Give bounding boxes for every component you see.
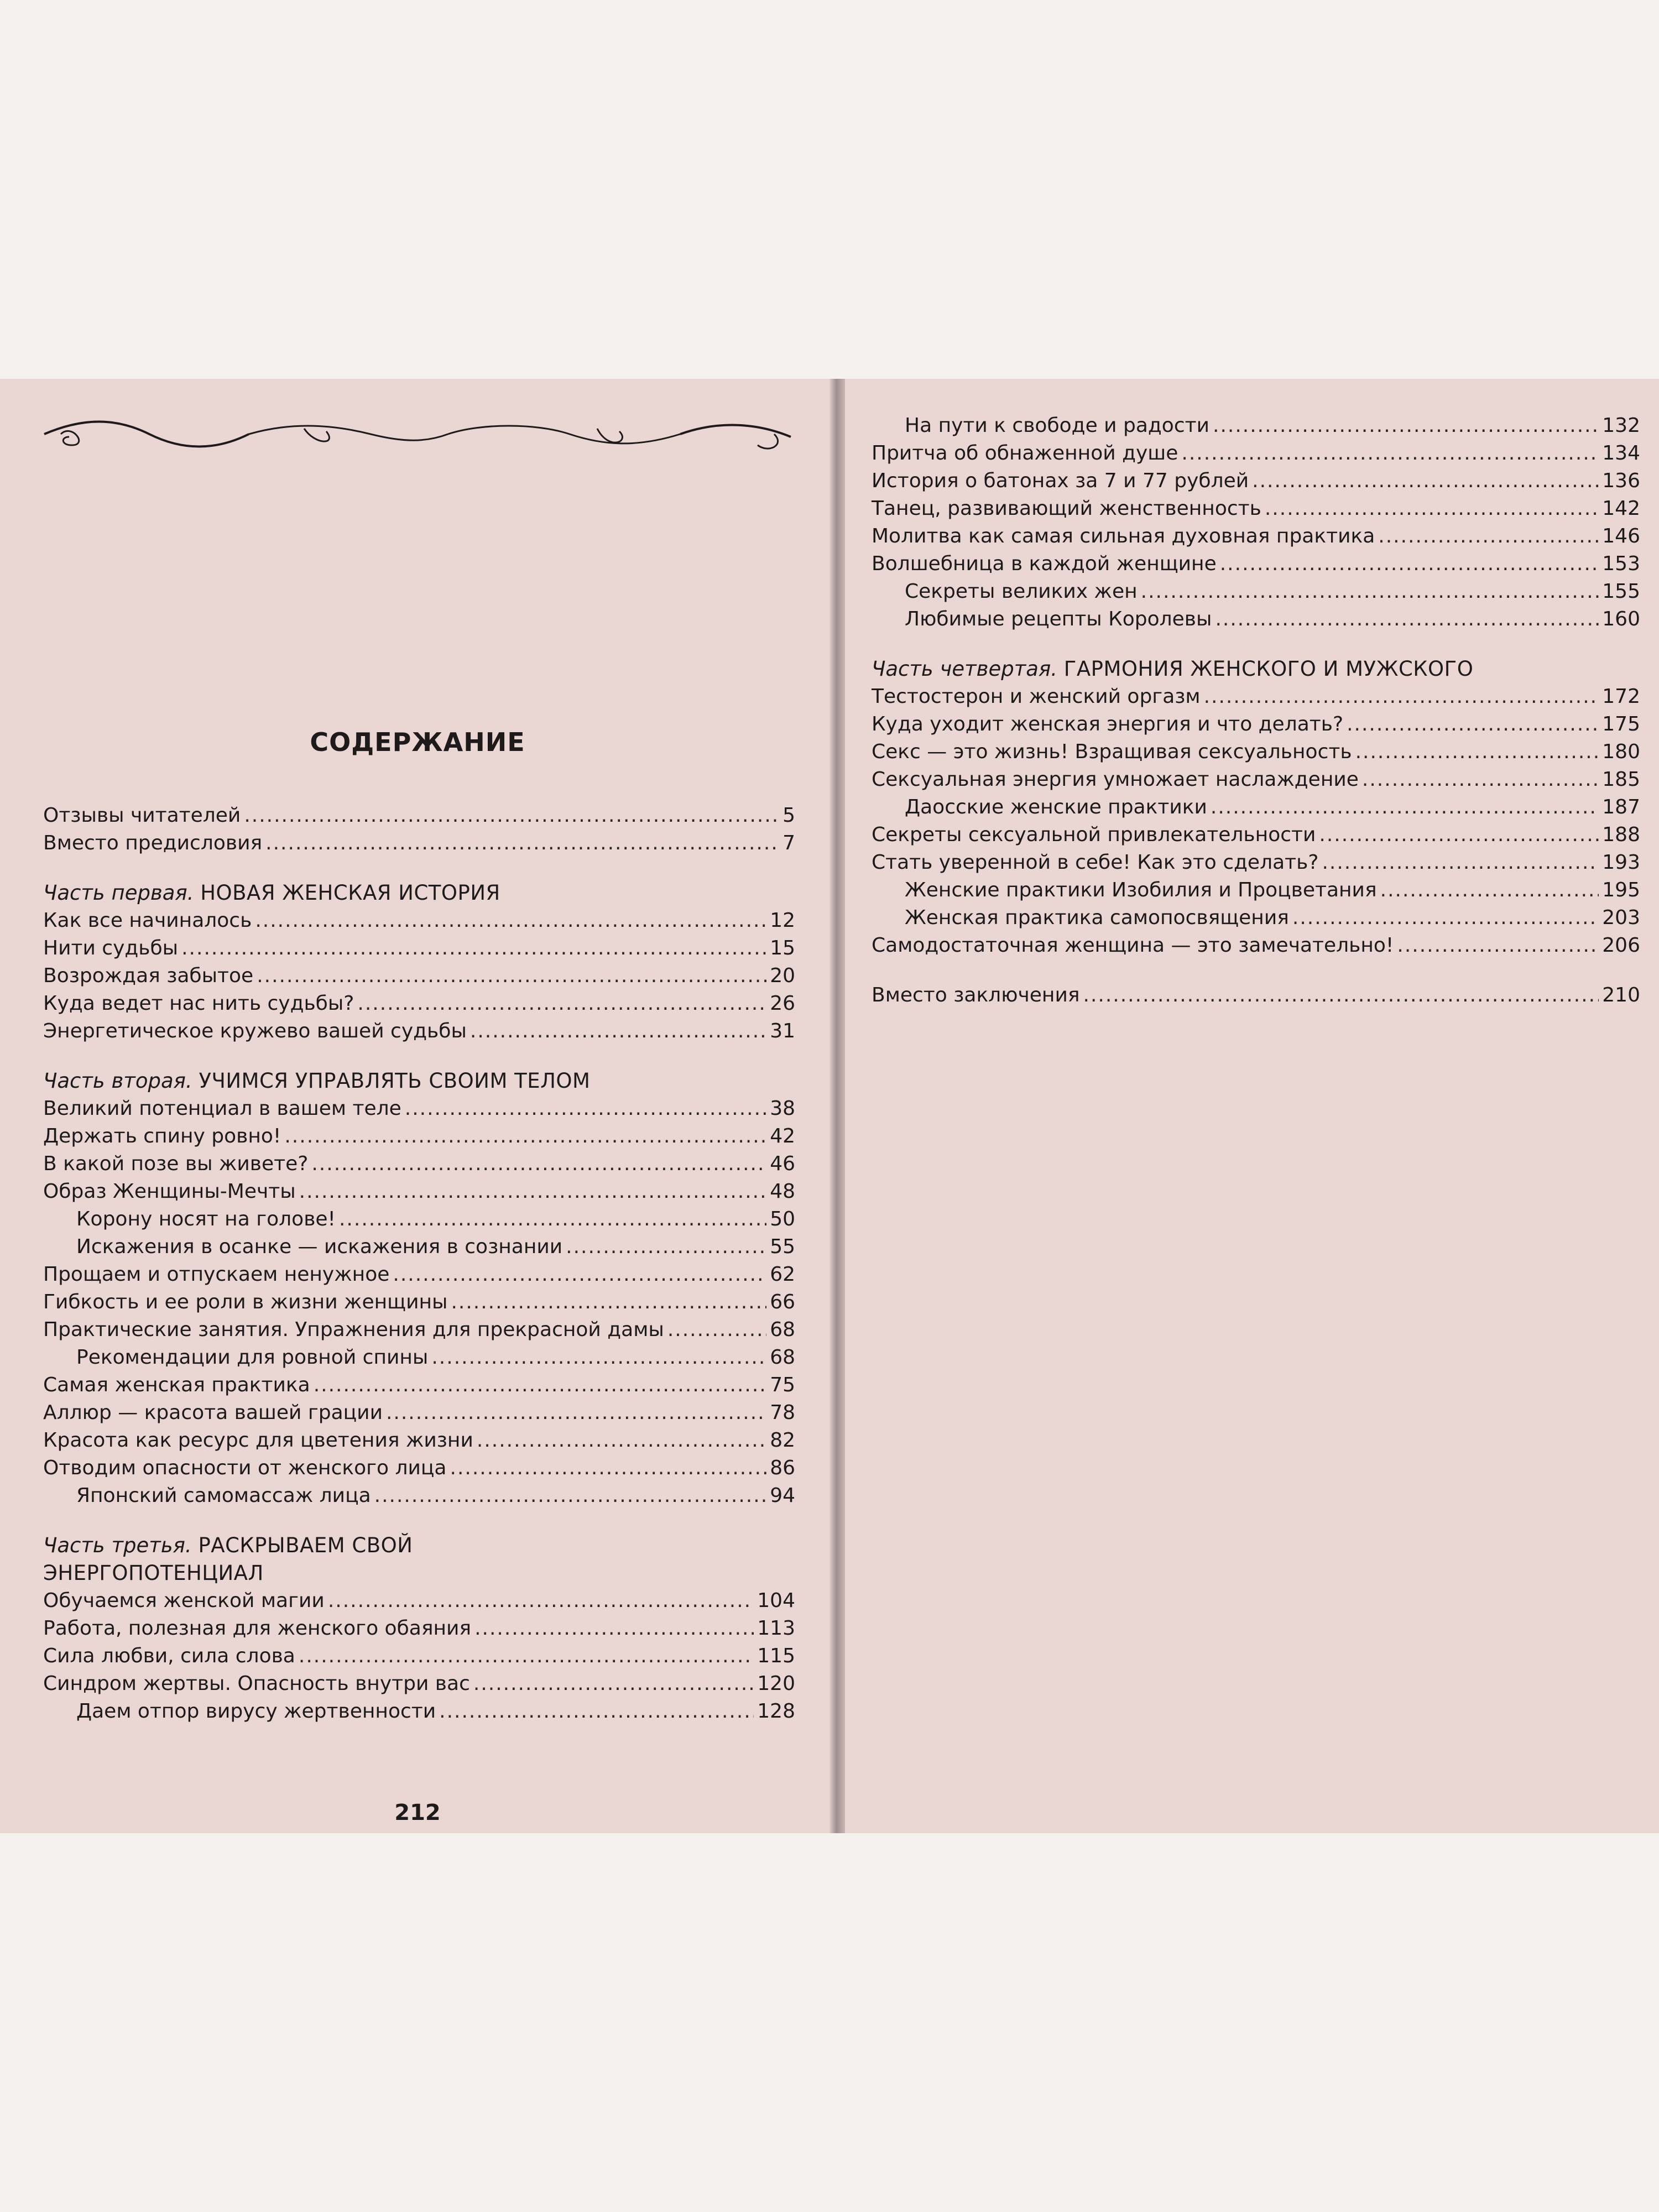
toc-entry-page: 104 — [757, 1589, 795, 1612]
toc-entry-title: Танец, развивающий женственность — [872, 497, 1261, 520]
toc-entry — [43, 1587, 795, 1615]
toc-entry-page: 94 — [770, 1484, 795, 1507]
part-title: ГАРМОНИЯ ЖЕНСКОГО И МУЖСКОГО — [1063, 657, 1474, 681]
toc-entry-page: 5 — [782, 804, 795, 827]
toc-entry-page: 42 — [770, 1125, 795, 1147]
toc-entry-title: Образ Женщины-Мечты — [43, 1180, 296, 1203]
toc-entry — [872, 932, 1640, 959]
toc-subentry — [43, 1233, 795, 1261]
toc-entry — [43, 1371, 795, 1399]
toc-entry — [872, 440, 1640, 467]
part-label: Часть первая. — [43, 881, 194, 905]
toc-entry-page: 195 — [1602, 879, 1640, 901]
toc-entry — [43, 1018, 795, 1045]
toc-entry-page: 48 — [770, 1180, 795, 1203]
toc-entry-title: Возрождая забытое — [43, 964, 254, 987]
toc-entry-title: Практические занятия. Упражнения для прекрасной дамы — [43, 1318, 664, 1341]
toc-entry — [43, 1427, 795, 1454]
toc-entry-page: 120 — [757, 1672, 795, 1695]
toc-entry-page: 46 — [770, 1152, 795, 1175]
toc-entry-title: Секреты великих жен — [905, 580, 1138, 603]
toc-entry — [43, 907, 795, 935]
toc-entry-title: Куда ведет нас нить судьбы? — [43, 992, 354, 1015]
toc-entry-title: Волшебница в каждой женщине — [872, 552, 1217, 575]
toc-entry-page: 185 — [1602, 768, 1640, 791]
toc-entry — [43, 1261, 795, 1288]
toc-entry-page: 155 — [1602, 580, 1640, 603]
toc-entry — [43, 990, 795, 1018]
toc-entry-page: 20 — [770, 964, 795, 987]
part-title: УЧИМСЯ УПРАВЛЯТЬ СВОИМ ТЕЛОМ — [199, 1069, 591, 1093]
toc-subentry — [872, 578, 1640, 606]
toc-right-column — [872, 412, 1640, 1009]
toc-entry-title: Отводим опасности от женского лица — [43, 1457, 447, 1479]
toc-entry — [43, 1123, 795, 1150]
toc-entry-title: Куда уходит женская энергия и что делать? — [872, 713, 1344, 735]
toc-subentry — [43, 1206, 795, 1233]
toc-entry-title: В какой позе вы живете? — [43, 1152, 309, 1175]
toc-entry-page: 136 — [1602, 469, 1640, 492]
toc-entry — [43, 830, 795, 857]
toc-entry-title: Синдром жертвы. Опасность внутри вас — [43, 1672, 470, 1695]
toc-entry-title: Держать спину ровно! — [43, 1125, 281, 1147]
toc-entry — [43, 1316, 795, 1344]
toc-entry — [43, 962, 795, 990]
toc-entry-page: 172 — [1602, 685, 1640, 708]
toc-entry — [43, 1150, 795, 1178]
toc-subentry — [872, 904, 1640, 932]
toc-entry-title: Обучаемся женской магии — [43, 1589, 325, 1612]
toc-entry — [43, 1670, 795, 1698]
toc-entry-title: Сексуальная энергия умножает наслаждение — [872, 768, 1359, 791]
toc-subentry — [872, 606, 1640, 633]
decorative-ornament — [39, 412, 796, 456]
toc-entry-page: 26 — [770, 992, 795, 1015]
toc-entry-page: 55 — [770, 1235, 795, 1258]
toc-entry-page: 206 — [1602, 934, 1640, 957]
toc-entry-page: 142 — [1602, 497, 1640, 520]
toc-entry — [872, 849, 1640, 877]
part-title: РАСКРЫВАЕМ СВОЙ — [198, 1533, 413, 1557]
toc-entry — [872, 550, 1640, 578]
left-page — [0, 379, 835, 1833]
toc-left-column — [43, 802, 795, 1725]
toc-entry-title: Самая женская практика — [43, 1374, 310, 1396]
toc-entry-title: Даем отпор вирусу жертвенности — [76, 1700, 436, 1723]
toc-entry-title: Женская практика самопосвящения — [905, 906, 1289, 929]
toc-entry-title: Искажения в осанке — искажения в сознании — [76, 1235, 563, 1258]
toc-entry-page: 31 — [770, 1020, 795, 1042]
toc-entry-page: 193 — [1602, 851, 1640, 874]
toc-entry-title: Секреты сексуальной привлекательности — [872, 823, 1316, 846]
toc-entry-title: Секс — это жизнь! Взращивая сексуальность — [872, 740, 1352, 763]
toc-entry-title: Великий потенциал в вашем теле — [43, 1097, 401, 1120]
toc-entry-page: 12 — [770, 909, 795, 932]
toc-entry-page: 113 — [757, 1617, 795, 1640]
toc-entry-page: 128 — [757, 1700, 795, 1723]
toc-entry-title: Как все начиналось — [43, 909, 252, 932]
toc-entry — [872, 738, 1640, 766]
toc-entry-title: Аллюр — красота вашей грации — [43, 1401, 383, 1424]
toc-entry-page: 187 — [1602, 796, 1640, 818]
toc-entry — [43, 1288, 795, 1316]
toc-entry — [872, 821, 1640, 849]
toc-entry-page: 86 — [770, 1457, 795, 1479]
toc-entry — [43, 1642, 795, 1670]
toc-entry — [872, 711, 1640, 738]
toc-entry-page: 7 — [782, 832, 795, 854]
toc-entry-title: Даосские женские практики — [905, 796, 1207, 818]
part-label: Часть третья. — [43, 1533, 192, 1557]
toc-entry-page: 146 — [1602, 525, 1640, 547]
toc-entry — [872, 683, 1640, 711]
toc-title: СОДЕРЖАНИЕ — [310, 727, 525, 757]
toc-entry-page: 175 — [1602, 713, 1640, 735]
toc-entry-page: 160 — [1602, 608, 1640, 630]
part-title: НОВАЯ ЖЕНСКАЯ ИСТОРИЯ — [200, 881, 500, 905]
toc-entry-page: 50 — [770, 1208, 795, 1230]
toc-entry — [872, 467, 1640, 495]
toc-entry — [43, 1454, 795, 1482]
toc-entry-title: Вместо предисловия — [43, 832, 263, 854]
toc-entry-title: Отзывы читателей — [43, 804, 241, 827]
toc-entry-title: Гибкость и ее роли в жизни женщины — [43, 1291, 448, 1313]
toc-entry — [43, 935, 795, 962]
toc-entry-title: Корону носят на голове! — [76, 1208, 336, 1230]
toc-subentry — [43, 1482, 795, 1510]
toc-subentry — [872, 794, 1640, 821]
toc-entry-page: 62 — [770, 1263, 795, 1286]
toc-entry-page: 134 — [1602, 442, 1640, 465]
toc-entry-title: Красота как ресурс для цветения жизни — [43, 1429, 473, 1452]
part-heading — [43, 1532, 795, 1587]
toc-entry — [872, 523, 1640, 550]
toc-entry-page: 15 — [770, 937, 795, 959]
toc-subentry — [43, 1698, 795, 1725]
toc-entry — [43, 1095, 795, 1123]
toc-entry-page: 38 — [770, 1097, 795, 1120]
toc-entry-title: Сила любви, сила слова — [43, 1645, 295, 1667]
toc-entry-page: 78 — [770, 1401, 795, 1424]
part-label: Часть четвертая. — [872, 657, 1057, 681]
part-label: Часть вторая. — [43, 1069, 192, 1093]
toc-entry — [872, 495, 1640, 523]
toc-entry — [43, 1399, 795, 1427]
toc-subentry — [43, 1344, 795, 1371]
toc-entry-page: 115 — [757, 1645, 795, 1667]
toc-subentry — [872, 412, 1640, 440]
toc-subentry — [872, 877, 1640, 904]
toc-entry-title: Любимые рецепты Королевы — [905, 608, 1212, 630]
toc-entry-title: Работа, полезная для женского обаяния — [43, 1617, 472, 1640]
part-heading — [872, 655, 1640, 683]
toc-entry-title: История о батонах за 7 и 77 рублей — [872, 469, 1249, 492]
toc-entry-title: Рекомендации для ровной спины — [76, 1346, 429, 1369]
toc-entry — [43, 1178, 795, 1206]
toc-entry-title: Энергетическое кружево вашей судьбы — [43, 1020, 467, 1042]
toc-entry — [43, 1615, 795, 1642]
toc-entry — [43, 802, 795, 830]
toc-entry-title: Тестостерон и женский оргазм — [872, 685, 1201, 708]
toc-entry-title: Самодостаточная женщина — это замечательно! — [872, 934, 1394, 957]
page-number: 212 — [394, 1800, 441, 1825]
toc-entry-page: 68 — [770, 1346, 795, 1369]
toc-entry-title: Прощаем и отпускаем ненужное — [43, 1263, 390, 1286]
toc-entry-title: Притча об обнаженной душе — [872, 442, 1178, 465]
toc-entry — [872, 766, 1640, 794]
toc-entry-title: Вместо заключения — [872, 984, 1080, 1006]
toc-entry-page: 68 — [770, 1318, 795, 1341]
toc-entry — [872, 982, 1640, 1009]
toc-entry-title: Нити судьбы — [43, 937, 179, 959]
part-heading — [43, 1067, 795, 1095]
toc-entry-title: Молитва как самая сильная духовная практика — [872, 525, 1375, 547]
toc-entry-page: 210 — [1602, 984, 1640, 1006]
toc-entry-title: Стать уверенной в себе! Как это сделать? — [872, 851, 1319, 874]
toc-entry-title: На пути к свободе и радости — [905, 414, 1209, 437]
part-title-line2: ЭНЕРГОПОТЕНЦИАЛ — [43, 1561, 264, 1585]
toc-entry-page: 203 — [1602, 906, 1640, 929]
toc-entry-page: 132 — [1602, 414, 1640, 437]
toc-entry-title: Японский самомассаж лица — [76, 1484, 371, 1507]
toc-entry-page: 180 — [1602, 740, 1640, 763]
toc-entry-page: 82 — [770, 1429, 795, 1452]
toc-entry-page: 153 — [1602, 552, 1640, 575]
right-page — [835, 379, 1659, 1833]
toc-entry-page: 66 — [770, 1291, 795, 1313]
toc-entry-title: Женские практики Изобилия и Процветания — [905, 879, 1377, 901]
toc-entry-page: 188 — [1602, 823, 1640, 846]
toc-entry-page: 75 — [770, 1374, 795, 1396]
part-heading — [43, 879, 795, 907]
